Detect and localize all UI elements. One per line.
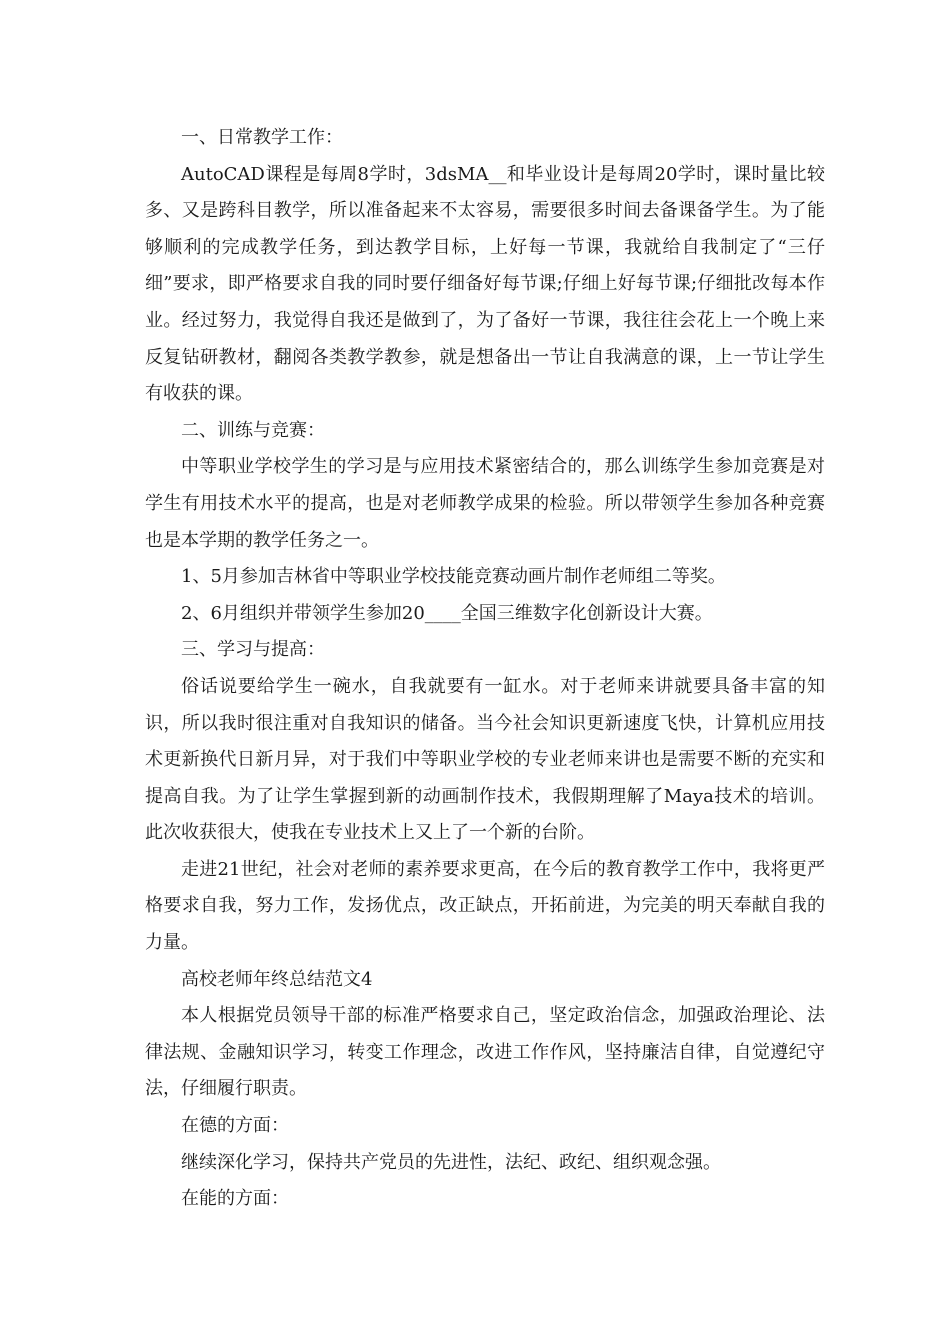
section-heading-learning-improvement: 三、学习与提高： [181,639,325,661]
list-item-june-contest: 2、6月组织并带领学生参加20____全国三维数字化创新设计大赛。 [181,602,713,624]
section-heading-daily-teaching: 一、日常教学工作： [181,127,343,148]
list-item-may-award: 1、5月参加吉林省中等职业学校技能竞赛动画片制作老师组二等奖。 [181,566,726,588]
section-heading-ability: 在能的方面： [181,1188,289,1210]
article-title-4: 高校老师年终总结范文4 [181,968,373,990]
paragraph-knowledge-reserve: 俗话说要给学生一碗水，自我就要有一缸水。对于老师来讲就要具备丰富的知识，所以我时很注重对自我知识的储备。当今社会知识更新速度飞快，计算机应用技术更新换代日新月异，对于我们中等职业学校的专业老师来讲也是需要不断的充实和提高自我。为了让学生掌握到新的动画制作技术，我假期理解了Maya技术的培训。此次收获很大，使我在专业技术上又上了一个新的台阶。 [145,675,825,844]
paragraph-party-standards: 本人根据党员领导干部的标准严格要求自己，坚定政治信念，加强政治理论、法律法规、金融知识学习，转变工作理念，改进工作作风，坚持廉洁自律，自觉遵纪守法，仔细履行职责。 [145,1005,825,1100]
section-heading-morality: 在德的方面： [181,1115,289,1137]
document-body [145,120,825,1218]
paragraph-21st-century: 走进21世纪，社会对老师的素养要求更高，在今后的教育教学工作中，我将更严格要求自我，努力工作，发扬优点，改正缺点，开拓前进，为完美的明天奉献自我的力量。 [145,858,825,954]
paragraph-vocational-study: 中等职业学校学生的学习是与应用技术紧密结合的，那么训练学生参加竞赛是对学生有用技术水平的提高，也是对老师教学成果的检验。所以带领学生参加各种竞赛也是本学期的教学任务之一。 [145,456,825,551]
paragraph-continue-study: 继续深化学习，保持共产党员的先进性，法纪、政纪、组织观念强。 [181,1151,721,1173]
section-heading-training-competition: 二、训练与竞赛： [181,419,325,441]
paragraph-autocad-course: AutoCAD课程是每周8学时，3dsMA__和毕业设计是每周20学时，课时量比较多、又是跨科目教学，所以准备起来不太容易，需要很多时间去备课备学生。为了能够顺利的完成教学任务，到达教学目标，上好每一节课，我就给自我制定了“三仔细”要求，即严格要求自我的同时要仔细备好每节课;仔细上好每节课;仔细批改每本作业。经过努力，我觉得自我还是做到了，为了备好一节课，我往往会花上一个晚上来反复钻研教材，翻阅各类教学教参，就是想备出一节让自我满意的课，上一节让学生有收获的课。 [145,163,825,405]
